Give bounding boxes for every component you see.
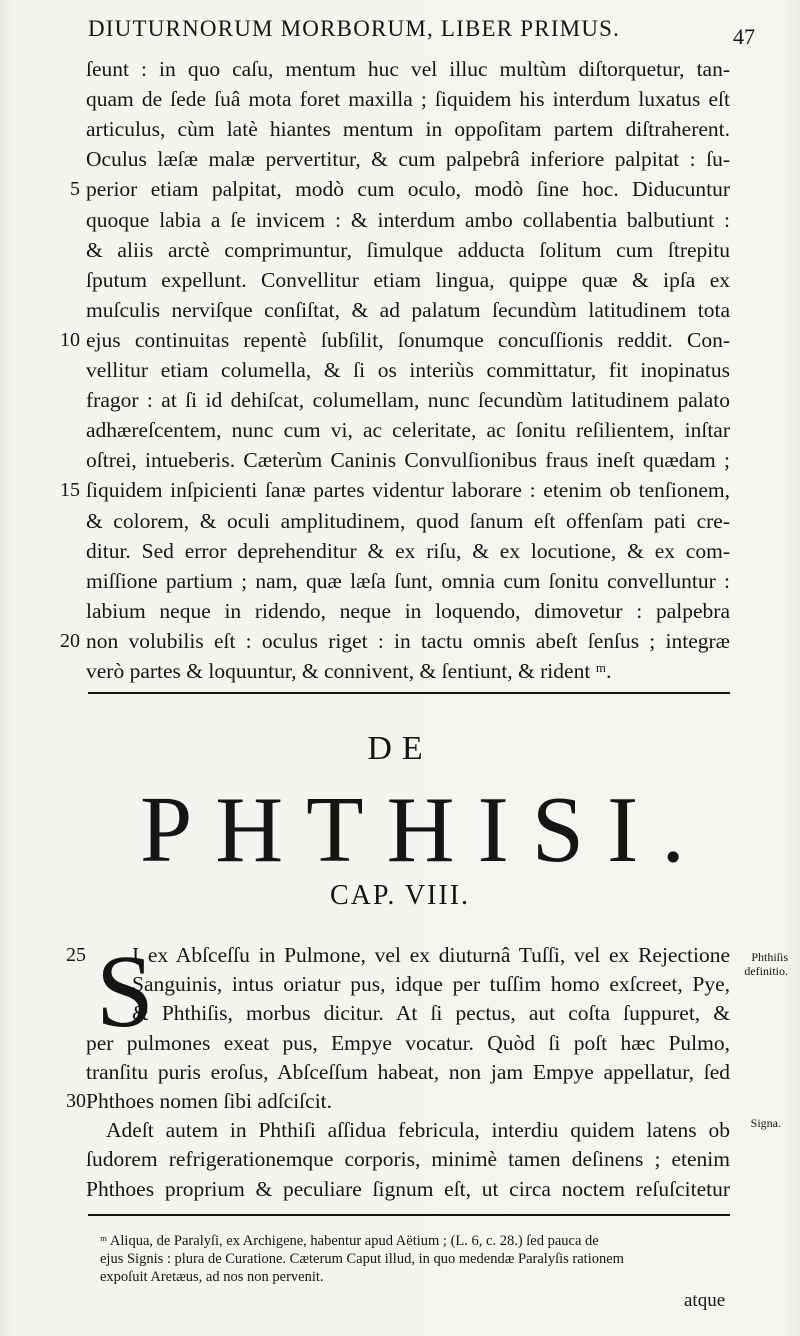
chapter-heading: CAP. VIII. xyxy=(329,880,471,911)
text-line: perior etiam palpitat, modò cum oculo, modò ſine hoc. Diducuntur xyxy=(86,177,730,202)
footnote-line-1: ᵐ Aliqua, de Paralyſi, ex Archigene, habentur apud Aëtium ; (L. 6, c. 28.) ſed pauca de xyxy=(100,1233,599,1249)
line-number: 30 xyxy=(66,1090,86,1112)
text-line: quoque labia a ſe invicem : & interdum ambo collabentia balbutiunt : xyxy=(86,207,730,232)
line-number: 10 xyxy=(60,328,80,351)
text-line: ſeunt : in quo caſu, mentum huc vel illuc multùm diſtorquetur, tan- xyxy=(86,57,730,81)
text-line: quam de ſede ſuâ mota foret maxilla ; ſiquidem his interdum luxatus eſt xyxy=(86,87,730,112)
footnote-line-3: expoſuit Aretæus, ad nos non pervenit. xyxy=(100,1269,324,1285)
text-line: & colorem, & oculi amplitudinem, quod ſanum eſt offenſam pati cre- xyxy=(86,508,730,533)
page-number: 47 xyxy=(733,24,755,49)
text-line: & aliis arctè comprimuntur, ſimulque adducta ſolitum cum ſtrepitu xyxy=(86,237,730,262)
line-number: 20 xyxy=(60,629,80,652)
text-line: ſiquidem inſpicienti ſanæ partes videntur laborare : etenim ob tenſionem, xyxy=(86,478,730,503)
text-line: ejus continuitas repentè ſubſilit, ſonumque concuſſionis reddit. Con- xyxy=(86,327,730,352)
text-line: ſudorem refrigerationemque corporis, minimè tamen deſinens ; etenim xyxy=(86,1147,730,1172)
drop-cap: S xyxy=(96,934,154,1049)
text-line: ditur. Sed error deprehenditur & ex riſu, & ex locutione, & ex com- xyxy=(86,538,730,563)
text-line: muſculis nerviſque conſiſtat, & ad palatum ſecundùm latitudinem tota xyxy=(86,297,730,322)
text-line: adhæreſcentem, nunc cum vi, ac celeritate, ac ſonitu reſilientem, inſtar xyxy=(86,418,730,443)
text-line: tranſitu puris eroſus, Abſceſſum habeat, non jam Empye appellatur, ſed xyxy=(86,1059,730,1084)
footnote-rule xyxy=(88,1214,730,1216)
text-line: Oculus læſæ malæ pervertitur, & cum palpebrâ inferiore palpitat : ſu- xyxy=(86,147,730,172)
chapter-title: PHTHISI. xyxy=(140,778,708,882)
text-line: Adeſt autem in Phthiſi aſſidua febricula, interdiu quidem latens ob xyxy=(106,1118,730,1143)
text-line: I ex Abſceſſu in Pulmone, vel ex diuturnâ Tuſſi, vel ex Rejectione xyxy=(132,943,730,967)
text-line: vellitur etiam columella, & ſi os interiùs committatur, fit inopinatus xyxy=(86,358,730,382)
line-number: 15 xyxy=(60,479,80,502)
text-line: Phthoes nomen ſibi adſciſcit. xyxy=(86,1089,333,1113)
text-line: Sanguinis, intus oriatur pus, idque per tuſſim homo exſcreet, Pye, xyxy=(132,972,730,997)
text-line: articulus, cùm latè hiantes mentum in oppoſitam partem diſtraherent. xyxy=(86,117,730,142)
footnote-line-2: ejus Signis : plura de Curatione. Cæterum Caput illud, in quo medendæ Paralyſis rationem xyxy=(100,1251,624,1267)
text-line: labium neque in ridendo, neque in loquendo, dimovetur : palpebra xyxy=(86,598,730,623)
text-line: miſſione partium ; nam, quæ læſa ſunt, omnia cum ſonitu convelluntur : xyxy=(86,568,730,593)
catchword: atque xyxy=(684,1290,726,1311)
line-number: 25 xyxy=(66,944,86,966)
text-line: verò partes & loquuntur, & connivent, & ſentiunt, & rident ᵐ. xyxy=(86,659,612,683)
margin-note-signa: Signa. xyxy=(750,1116,781,1130)
running-title: DIUTURNORUM MORBORUM, LIBER PRIMUS. xyxy=(88,16,621,41)
text-line: oſtrei, intueberis. Cæterùm Caninis Convulſionibus fraus ineſt quædam ; xyxy=(86,448,730,473)
margin-note-phthisis: Phthiſis definitio. xyxy=(744,950,788,978)
text-line: ſputum expellunt. Convellitur etiam lingua, quippe quæ & ipſa ex xyxy=(86,267,730,292)
text-line: per pulmones exeat pus, Empye vocatur. Quòd ſi poſt hæc Pulmo, xyxy=(86,1030,730,1055)
title-de: DE xyxy=(367,730,433,767)
section-divider-rule xyxy=(88,692,730,694)
text-line: Phthoes proprium & peculiare ſignum eſt, ut circa noctem reſuſcitetur xyxy=(86,1176,730,1201)
text-line: non volubilis eſt : oculus riget : in tactu omnis abeſt ſenſus ; integræ xyxy=(86,628,730,653)
text-line: & Phthiſis, morbus dicitur. At ſi pectus, aut coſta ſuppuret, & xyxy=(132,1001,730,1026)
text-line: fragor : at ſi id dehiſcat, columellam, nunc ſecundùm latitudinem palato xyxy=(86,388,730,413)
line-number: 5 xyxy=(70,178,80,201)
